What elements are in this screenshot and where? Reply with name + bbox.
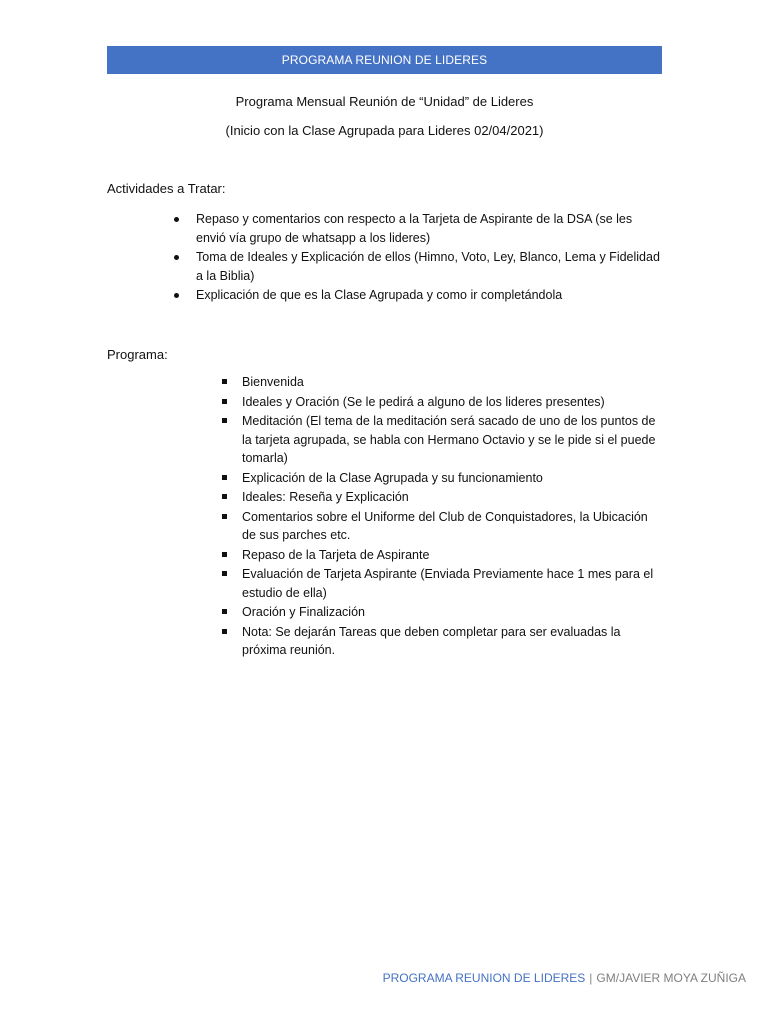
bullet-square-icon xyxy=(222,475,227,480)
bullet-square-icon xyxy=(222,571,227,576)
list-item-text: Repaso y comentarios con respecto a la Tarjeta de Aspirante de la DSA (se les envió vía grupo de whatsapp a los lideres) xyxy=(196,212,633,245)
list-item-text: Toma de Ideales y Explicación de ellos (Himno, Voto, Ley, Blanco, Lema y Fidelidad a la Biblia) xyxy=(196,250,660,283)
list-item-text: Explicación de la Clase Agrupada y su funcionamiento xyxy=(242,470,543,485)
footer-author: GM/JAVIER MOYA ZUÑIGA xyxy=(596,971,746,985)
list-item-text: Explicación de que es la Clase Agrupada y como ir completándola xyxy=(196,288,563,302)
activities-heading: Actividades a Tratar: xyxy=(107,181,226,196)
bullet-square-icon xyxy=(222,629,227,634)
list-item xyxy=(242,412,664,468)
banner-title: PROGRAMA REUNION DE LIDERES xyxy=(281,53,488,67)
list-item xyxy=(242,373,664,392)
bullet-square-icon xyxy=(222,399,227,404)
list-item-text: Comentarios sobre el Uniforme del Club de Conquistadores, la Ubicación de sus parches etc. xyxy=(242,509,648,542)
list-item xyxy=(242,565,664,602)
footer-separator: | xyxy=(589,971,593,985)
list-item xyxy=(242,508,664,545)
list-item xyxy=(242,546,664,565)
list-item xyxy=(242,488,664,507)
program-subtitle: Programa Mensual Reunión de “Unidad” de Lideres xyxy=(235,94,534,109)
program-list xyxy=(242,373,664,661)
program-heading: Programa: xyxy=(107,347,168,362)
list-item-text: Bienvenida xyxy=(242,375,304,389)
header-banner xyxy=(107,46,662,74)
list-item-text: Oración y Finalización xyxy=(242,605,365,619)
bullet-dot-icon xyxy=(174,293,179,298)
bullet-square-icon xyxy=(222,514,227,519)
list-item xyxy=(242,623,664,660)
activities-list xyxy=(196,210,664,306)
list-item xyxy=(196,286,664,305)
program-start-note: (Inicio con la Clase Agrupada para Lideres 02/04/2021) xyxy=(225,123,544,138)
bullet-square-icon xyxy=(222,379,227,384)
list-item-text: Repaso de la Tarjeta de Aspirante xyxy=(242,547,430,562)
bullet-square-icon xyxy=(222,418,227,423)
list-item-text: Evaluación de Tarjeta Aspirante (Enviada Previamente hace 1 mes para el estudio de ella) xyxy=(242,567,654,600)
list-item xyxy=(242,393,664,412)
list-item-text: Meditación (El tema de la meditación será sacado de uno de los puntos de la tarjeta agrupada, se habla con Hermano Octavio y se le pide si el puede tomarla) xyxy=(242,414,656,465)
bullet-square-icon xyxy=(222,609,227,614)
bullet-dot-icon xyxy=(174,255,179,260)
list-item xyxy=(242,603,664,622)
footer-title: PROGRAMA REUNION DE LIDERES xyxy=(382,971,586,985)
bullet-dot-icon xyxy=(174,217,179,222)
bullet-square-icon xyxy=(222,552,227,557)
list-item-text: Nota: Se dejarán Tareas que deben completar para ser evaluadas la próxima reunión. xyxy=(242,624,621,657)
page-footer xyxy=(383,970,746,986)
list-item-text: Ideales: Reseña y Explicación xyxy=(242,490,409,504)
list-item-text: Ideales y Oración (Se le pedirá a alguno de los lideres presentes) xyxy=(242,394,605,409)
list-item xyxy=(242,469,664,488)
bullet-square-icon xyxy=(222,494,227,499)
list-item xyxy=(196,210,664,247)
list-item xyxy=(196,248,664,285)
